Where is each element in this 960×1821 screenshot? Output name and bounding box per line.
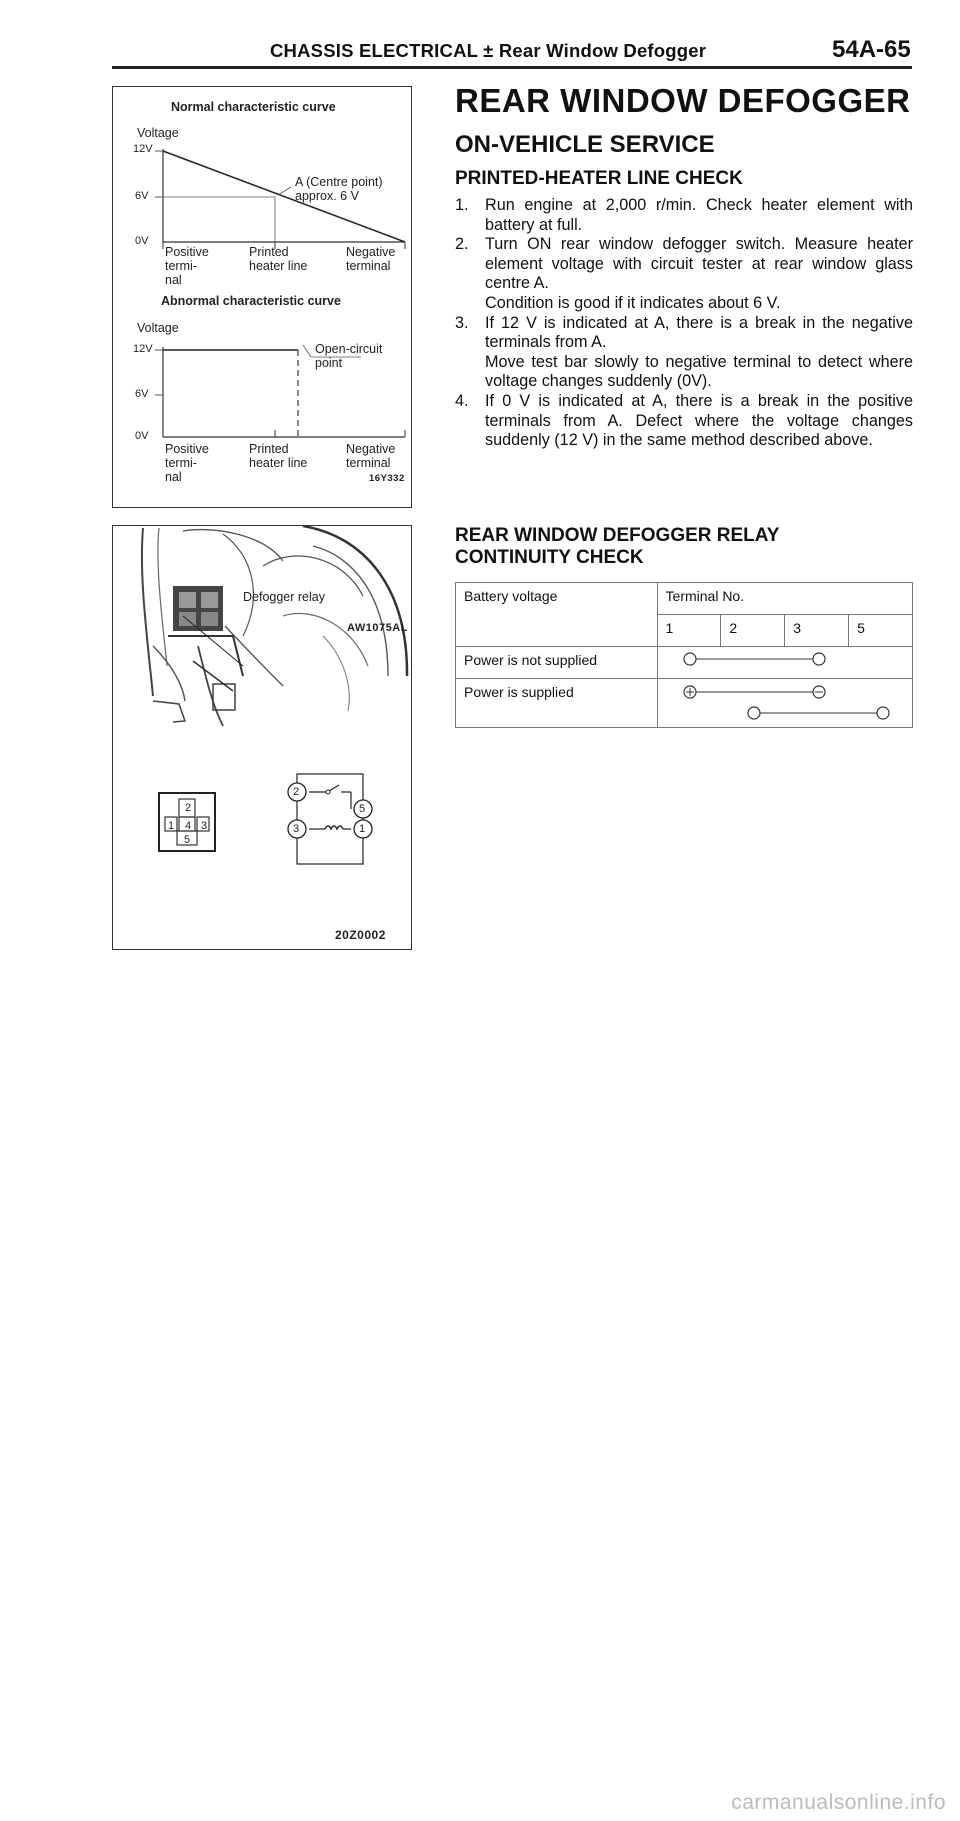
step-text: If 12 V is indicated at A, there is a break in the negative terminals from A. bbox=[485, 313, 913, 352]
x-label-positive bbox=[165, 442, 209, 484]
page-number: 54A-65 bbox=[832, 36, 911, 63]
abnormal-tick-6v: 6V bbox=[135, 388, 149, 400]
circuit-pin-5: 5 bbox=[359, 803, 366, 815]
step-item bbox=[455, 235, 913, 313]
watermark: carmanualsonline.info bbox=[731, 1791, 946, 1814]
x-label-line: termi- bbox=[165, 259, 197, 273]
terminal-1: 1 bbox=[657, 615, 721, 647]
x-label-line: nal bbox=[165, 273, 182, 287]
x-label-line: termi- bbox=[165, 456, 197, 470]
x-label-negative bbox=[346, 245, 395, 273]
x-label-line: terminal bbox=[346, 259, 391, 273]
relay-pin-diagram bbox=[113, 761, 411, 941]
printed-heater-check-heading: PRINTED-HEATER LINE CHECK bbox=[455, 168, 743, 189]
step-number: 2. bbox=[455, 235, 469, 254]
normal-voltage-label: Voltage bbox=[137, 126, 179, 140]
x-label-line: Negative bbox=[346, 245, 396, 259]
normal-tick-6v: 6V bbox=[135, 190, 149, 202]
terminal-no-header: Terminal No. bbox=[657, 583, 912, 615]
point-a-label: A (Centre point) bbox=[295, 175, 383, 189]
step-number: 1. bbox=[455, 196, 469, 214]
open-circuit-point-label: point bbox=[315, 356, 343, 370]
x-label-negative bbox=[346, 442, 395, 470]
continuity-table bbox=[455, 582, 913, 728]
step-number: 3. bbox=[455, 313, 469, 332]
normal-tick-12v: 12V bbox=[133, 143, 153, 155]
continuity-1-2-symbol bbox=[658, 647, 914, 673]
circuit-pin-3: 3 bbox=[293, 823, 300, 835]
step-text: If 0 V is indicated at A, there is a break in the positive terminals from A. Defect where the voltage changes suddenly (12 V) in the same method described above. bbox=[485, 391, 913, 450]
continuity-not-supplied bbox=[657, 647, 912, 679]
x-label-positive bbox=[165, 245, 209, 287]
step-note: Move test bar slowly to negative terminal to detect where voltage changes suddenly (0V). bbox=[485, 352, 913, 391]
table-row bbox=[456, 647, 913, 679]
normal-curve-title: Normal characteristic curve bbox=[171, 100, 336, 114]
x-label-printed bbox=[249, 442, 307, 470]
row-label-not-supplied: Power is not supplied bbox=[456, 647, 658, 679]
abnormal-tick-0v: 0V bbox=[135, 430, 149, 442]
abnormal-curve-title: Abnormal characteristic curve bbox=[161, 294, 341, 308]
abnormal-tick-12v: 12V bbox=[133, 343, 153, 355]
header-title: CHASSIS ELECTRICAL ± Rear Window Defogger bbox=[270, 40, 707, 61]
check-steps bbox=[455, 196, 913, 451]
figure-code: 20Z0002 bbox=[335, 928, 386, 942]
table-row bbox=[456, 679, 913, 728]
circuit-pin-2: 2 bbox=[293, 786, 300, 798]
continuity-supplied-symbols bbox=[658, 679, 914, 727]
x-label-printed bbox=[249, 245, 307, 273]
step-item bbox=[455, 392, 913, 451]
open-circuit-label: Open-circuit bbox=[315, 342, 383, 356]
x-label-line: Negative bbox=[346, 442, 396, 456]
abnormal-voltage-label: Voltage bbox=[137, 321, 179, 335]
step-item bbox=[455, 196, 913, 235]
figure-code: 16Y332 bbox=[369, 473, 405, 484]
battery-voltage-header: Battery voltage bbox=[456, 583, 658, 647]
x-label-line: Printed bbox=[249, 442, 289, 456]
x-label-line: terminal bbox=[346, 456, 391, 470]
defogger-relay-label: Defogger relay bbox=[243, 590, 325, 604]
characteristic-curve-figure bbox=[112, 86, 412, 508]
step-number: 4. bbox=[455, 391, 469, 410]
step-text: Run engine at 2,000 r/min. Check heater element with battery at full. bbox=[485, 196, 913, 234]
normal-tick-0v: 0V bbox=[135, 235, 149, 247]
row-label-supplied: Power is supplied bbox=[456, 679, 658, 728]
table-header-row bbox=[456, 583, 913, 615]
connector-pin-5: 5 bbox=[184, 834, 191, 846]
x-label-line: nal bbox=[165, 470, 182, 484]
step-text: Turn ON rear window defogger switch. Measure heater element voltage with circuit tester at rear window glass centre A. bbox=[485, 235, 913, 293]
terminal-5: 5 bbox=[849, 615, 913, 647]
figure-code: AW1075AL bbox=[347, 622, 408, 634]
main-heading: REAR WINDOW DEFOGGER bbox=[455, 82, 911, 119]
connector-pin-4: 4 bbox=[185, 820, 192, 832]
dashboard-illustration bbox=[113, 526, 411, 786]
terminal-3: 3 bbox=[785, 615, 849, 647]
connector-pin-3: 3 bbox=[201, 820, 208, 832]
connector-pin-2: 2 bbox=[185, 802, 192, 814]
section-heading: ON-VEHICLE SERVICE bbox=[455, 131, 715, 158]
x-label-line: Positive bbox=[165, 245, 209, 259]
x-label-line: Printed bbox=[249, 245, 289, 259]
terminal-2: 2 bbox=[721, 615, 785, 647]
x-label-line: heater line bbox=[249, 456, 308, 470]
step-item bbox=[455, 314, 913, 392]
header-rule bbox=[112, 66, 912, 69]
relay-figure bbox=[112, 525, 412, 950]
connector-pin-1: 1 bbox=[168, 820, 175, 832]
x-label-line: heater line bbox=[249, 259, 308, 273]
point-a-value: approx. 6 V bbox=[295, 189, 359, 203]
circuit-pin-1: 1 bbox=[359, 823, 366, 835]
step-note: Condition is good if it indicates about 6 V. bbox=[485, 293, 781, 312]
relay-check-heading: REAR WINDOW DEFOGGER RELAY CONTINUITY CHECK bbox=[455, 525, 780, 568]
x-label-line: Positive bbox=[165, 442, 209, 456]
continuity-supplied bbox=[657, 679, 912, 728]
